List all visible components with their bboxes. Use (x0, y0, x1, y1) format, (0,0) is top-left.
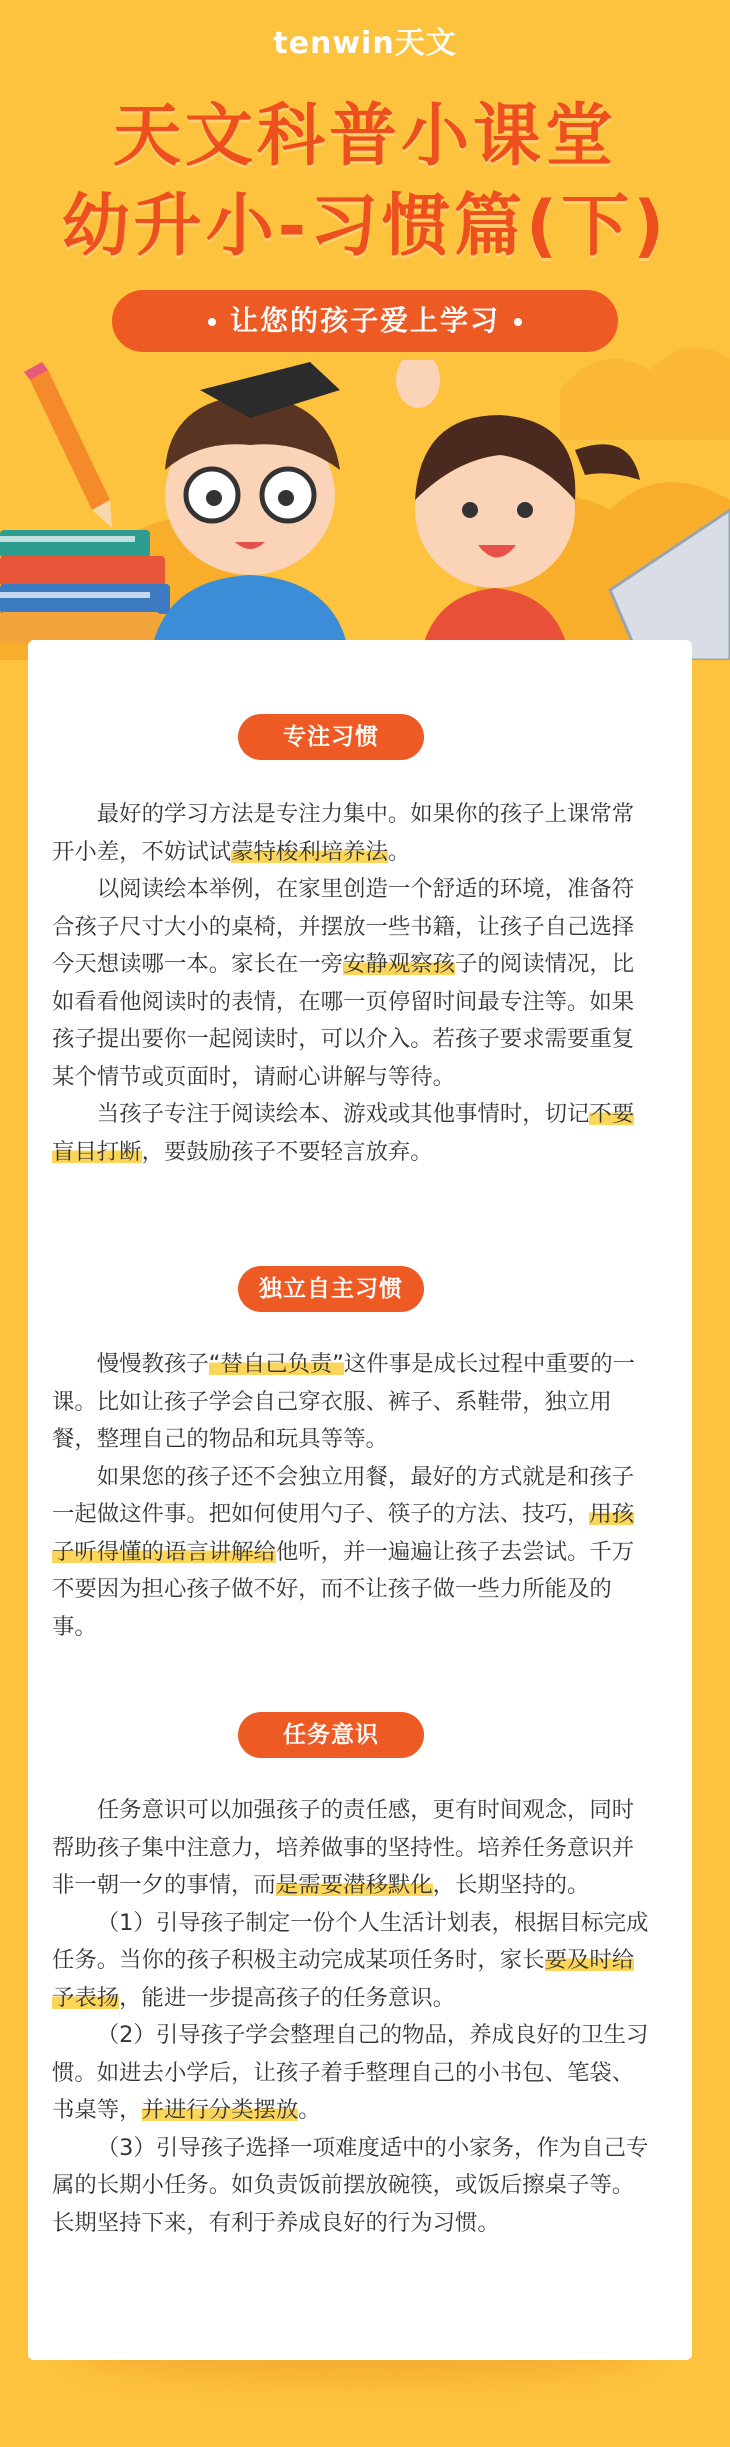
text: 最好的学习方法是专注力集中。如果你的孩子上课常常开小差，不妨试试 (52, 801, 635, 865)
dot-icon (208, 318, 216, 326)
text: ，长期坚持的。 (432, 1872, 590, 1898)
text: ，能进一步提高孩子的任务意识。 (119, 1984, 456, 2011)
paragraph (52, 1346, 652, 1459)
text: 子的阅读情况，比如看看他阅读时的表情，在哪一页停留时间最专注等。如果孩子提出要你一起阅读时，可以介入。若孩子要求需要重复某个情节或页面时，请耐心讲解与等待。 (52, 951, 635, 1090)
highlight: 是需要潜移默化 (275, 1872, 433, 1898)
highlight: 安静观察孩 (343, 951, 456, 977)
section-title-task: 任务意识 (238, 1712, 424, 1758)
dot-icon (514, 318, 522, 326)
paragraph (52, 2017, 652, 2130)
paragraph (52, 1096, 652, 1171)
page-title: 天文科普小课堂 (112, 97, 617, 176)
section-body-independence (52, 1346, 652, 1646)
text: 如果您的孩子还不会独立用餐，最好的方式就是和孩子一起做这件事。把如何使用勺子、筷子的方法、技巧， (52, 1463, 635, 1527)
text: 慢慢教孩子 (96, 1351, 209, 1377)
highlight: 用孩子听得懂的语言讲解给 (52, 1501, 635, 1565)
text: 他听，并一遍遍让孩子去尝试。千万不要因为担心孩子做不好，而不让孩子做一些力所能及的事。 (52, 1538, 635, 1640)
section-body-focus (52, 796, 652, 1171)
girl-character (396, 360, 640, 660)
text: ，要鼓励孩子不要轻言放弃。 (141, 1138, 433, 1165)
highlight: 并进行分类摆放 (141, 2097, 299, 2123)
boy-character (150, 362, 350, 660)
paragraph (52, 1905, 652, 2018)
ruler-icon (610, 510, 730, 660)
paragraph (52, 871, 652, 1096)
text: （2）引导孩子学会整理自己的物品，养成良好的卫生习惯。如进去小学后，让孩子着手整理自己的小书包、笔袋、书桌等， (52, 2022, 649, 2123)
highlight: 不要盲目打断 (52, 1101, 635, 1165)
books-icon (0, 530, 170, 644)
tagline-pill (112, 290, 618, 352)
section-title-focus: 专注习惯 (238, 714, 424, 760)
paragraph (52, 2130, 652, 2243)
highlight: “替自己负责” (208, 1351, 344, 1377)
section-body-task (52, 1792, 652, 2242)
kids-illustration (0, 360, 730, 660)
text: 以阅读绘本举例，在家里创造一个舒适的环境，准备符合孩子尺寸大小的桌椅，并摆放一些书籍，让孩子自己选择今天想读哪一本。家长在一旁 (52, 876, 635, 977)
text: 。 (387, 838, 411, 865)
paragraph (52, 1792, 652, 1905)
text: 。 (298, 2097, 321, 2123)
text: （1）引导孩子制定一份个人生活计划表，根据目标完成任务。当你的孩子积极主动完成某项任务时，家长 (52, 1909, 649, 1973)
pencil-icon (24, 362, 112, 528)
highlight: 要及时给予表扬 (52, 1947, 635, 2011)
text: 任务意识可以加强孩子的责任感，更有时间观念，同时帮助孩子集中注意力，培养做事的坚持性。培养任务意识并非一朝一夕的事情，而 (52, 1797, 635, 1898)
text: 当孩子专注于阅读绘本、游戏或其他事情时，切记 (96, 1101, 590, 1127)
section-title-independence: 独立自主习惯 (238, 1266, 424, 1312)
page-subtitle-title: 幼升小-习惯篇(下) (61, 187, 669, 266)
brand-logo: tenwin天文 (273, 26, 457, 61)
text: 这件事是成长过程中重要的一课。比如让孩子学会自己穿衣服、裤子、系鞋带，独立用餐，整理自己的物品和玩具等等。 (52, 1351, 635, 1452)
paragraph (52, 1459, 652, 1647)
tagline-text: 让您的孩子爱上学习 (229, 304, 500, 337)
paragraph (52, 796, 652, 871)
text: （3）引导孩子选择一项难度适中的小家务，作为自己专属的长期小任务。如负责饭前摆放碗筷，或饭后擦桌子等。长期坚持下来，有利于养成良好的行为习惯。 (52, 2134, 649, 2236)
highlight: 蒙特梭利培养法 (231, 838, 388, 865)
